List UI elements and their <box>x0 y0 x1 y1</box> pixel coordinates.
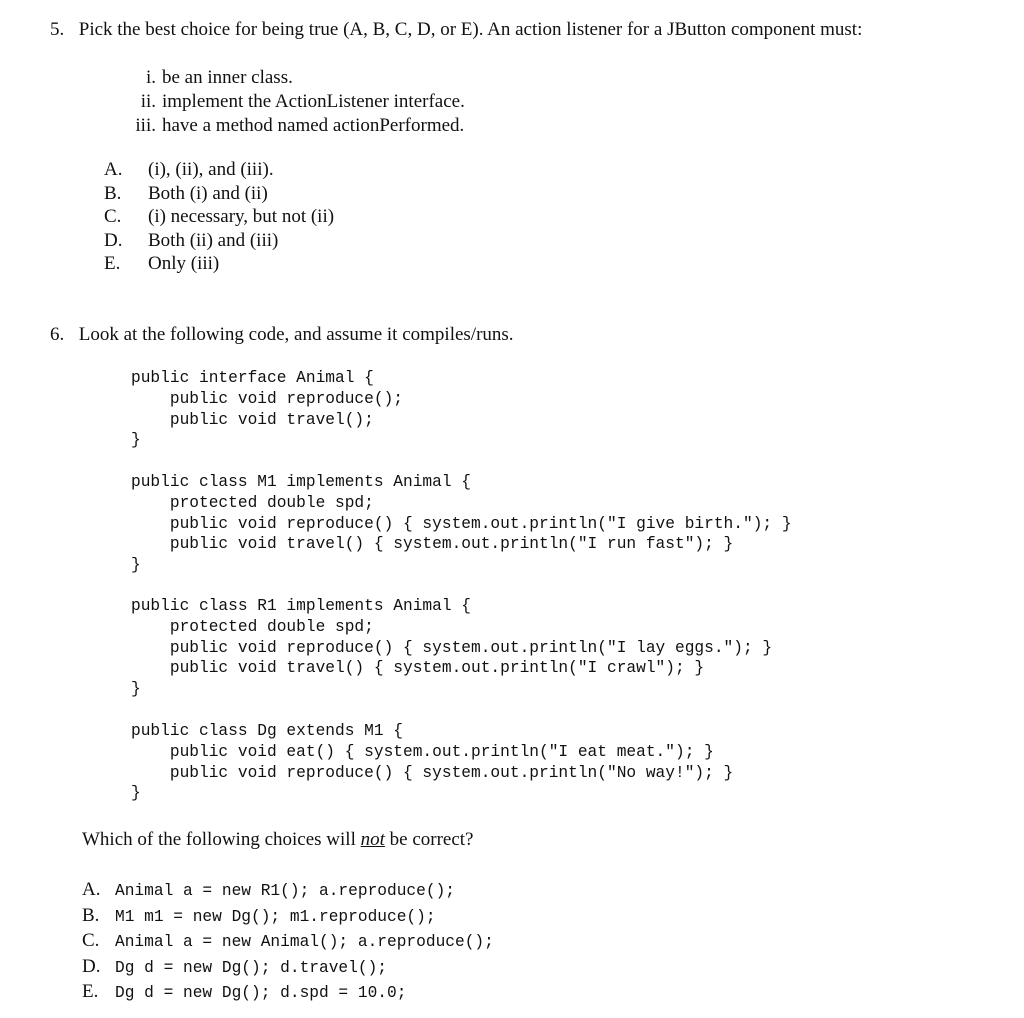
choice-item <box>104 182 334 206</box>
choice-label: E. <box>104 253 121 274</box>
answer-item <box>82 878 494 904</box>
answer-code: M1 m1 = new Dg(); m1.reproduce(); <box>115 907 436 926</box>
choice-label: D. <box>104 229 123 251</box>
answer-label: D. <box>82 955 101 977</box>
choice-item <box>104 158 334 182</box>
choice-label: C. <box>104 206 122 227</box>
code-block-animal-interface: public interface Animal { public void reproduce(); public void travel(); } <box>131 369 403 450</box>
choice-text: (i), (ii), and (iii). <box>148 159 274 180</box>
statement-label: ii. <box>140 91 156 112</box>
answer-label: B. <box>82 904 100 926</box>
choice-text: Only (iii) <box>148 253 220 274</box>
choice-list <box>104 158 334 276</box>
answer-label: A. <box>82 879 101 900</box>
answer-code: Animal a = new R1(); a.reproduce(); <box>115 882 455 900</box>
statement-item <box>122 66 465 90</box>
statement-label: i. <box>145 67 156 88</box>
choice-label: A. <box>104 159 123 180</box>
statement-item <box>122 114 465 138</box>
choice-item <box>104 229 334 253</box>
choice-text: (i) necessary, but not (ii) <box>148 206 335 227</box>
statement-label: iii. <box>135 115 156 136</box>
answer-code: Animal a = new Animal(); a.reproduce(); <box>115 933 494 951</box>
code-block-dg-class: public class Dg extends M1 { public void eat() { system.out.println("I eat meat."); } public void reproduce() { system.out.println("No way!"); } } <box>131 722 734 803</box>
choice-text: Both (ii) and (iii) <box>148 229 279 251</box>
answer-item <box>82 980 494 1006</box>
answer-label: C. <box>82 930 100 951</box>
statement-list <box>122 66 465 138</box>
which-text-after: be correct? <box>384 829 474 850</box>
answer-code: Dg d = new Dg(); d.spd = 10.0; <box>115 984 407 1002</box>
answer-item <box>82 929 494 955</box>
question-6-title <box>50 324 514 346</box>
answer-item <box>82 955 494 981</box>
which-text-before: Which of the following choices will <box>82 829 361 850</box>
statement-item <box>122 90 465 114</box>
statement-text: be an inner class. <box>162 67 293 88</box>
question-number: 5. <box>50 19 65 40</box>
choice-item <box>104 252 334 276</box>
which-emphasis: not <box>360 829 385 850</box>
answer-item <box>82 904 494 930</box>
question-5-title <box>50 19 862 41</box>
choice-item <box>104 205 334 229</box>
choice-label: B. <box>104 182 122 204</box>
which-question <box>82 829 474 851</box>
statement-text: have a method named actionPerformed. <box>162 115 465 136</box>
answer-label: E. <box>82 981 99 1002</box>
question-prompt: Pick the best choice for being true (A, B, C, D, or E). An action listener for a JButton component must: <box>78 19 863 40</box>
answer-code: Dg d = new Dg(); d.travel(); <box>115 958 387 977</box>
statement-text: implement the ActionListener interface. <box>162 91 465 112</box>
code-block-m1-class: public class M1 implements Animal { protected double spd; public void reproduce() { system.out.println("I give birth."); } public void travel() { system.out.println("I run fast"); } } <box>131 473 792 575</box>
choice-text: Both (i) and (ii) <box>148 182 268 204</box>
code-block-r1-class: public class R1 implements Animal { protected double spd; public void reproduce() { system.out.println("I lay eggs."); } public void travel() { system.out.println("I crawl"); } } <box>131 597 773 699</box>
answer-list <box>82 878 494 1006</box>
question-number: 6. <box>50 324 65 345</box>
question-prompt: Look at the following code, and assume it compiles/runs. <box>78 324 514 345</box>
